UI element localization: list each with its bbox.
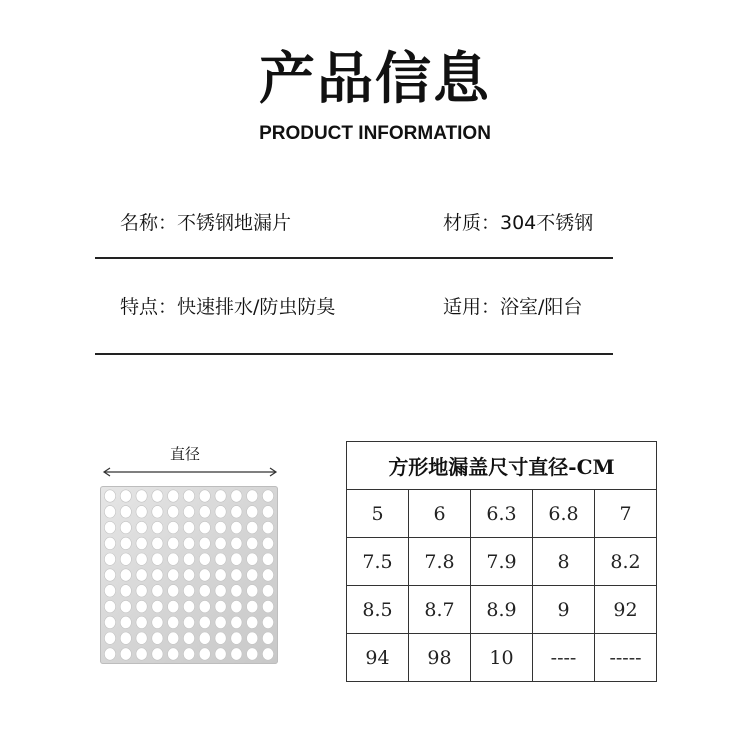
drain-hole bbox=[120, 648, 131, 660]
table-cell: 8.9 bbox=[471, 586, 533, 634]
drain-hole bbox=[262, 537, 273, 549]
table-cell: 8.5 bbox=[347, 586, 409, 634]
drain-hole bbox=[104, 616, 115, 628]
drain-hole bbox=[215, 632, 226, 644]
table-cell: 5 bbox=[347, 490, 409, 538]
drain-hole bbox=[247, 553, 258, 565]
drain-hole bbox=[120, 506, 131, 518]
drain-hole bbox=[136, 585, 147, 597]
drain-hole bbox=[136, 616, 147, 628]
drain-hole bbox=[231, 616, 242, 628]
drain-hole bbox=[168, 569, 179, 581]
drain-holes-pattern bbox=[100, 486, 278, 664]
drain-hole bbox=[215, 648, 226, 660]
drain-hole bbox=[136, 553, 147, 565]
drain-hole bbox=[104, 585, 115, 597]
drain-hole bbox=[183, 585, 194, 597]
table-cell: 8.2 bbox=[595, 538, 657, 586]
drain-hole bbox=[215, 553, 226, 565]
size-table-caption-row bbox=[347, 442, 657, 490]
drain-hole bbox=[247, 537, 258, 549]
size-table-title: 方形地漏盖尺寸直径-CM bbox=[347, 442, 657, 490]
drain-hole bbox=[262, 506, 273, 518]
table-cell: ----- bbox=[595, 634, 657, 682]
drain-hole bbox=[120, 632, 131, 644]
table-cell: 6.3 bbox=[471, 490, 533, 538]
table-cell: 9 bbox=[533, 586, 595, 634]
drain-hole bbox=[120, 569, 131, 581]
drain-hole bbox=[120, 537, 131, 549]
drain-hole bbox=[215, 585, 226, 597]
drain-hole bbox=[168, 521, 179, 533]
drain-hole bbox=[231, 600, 242, 612]
drain-hole bbox=[136, 537, 147, 549]
drain-hole bbox=[199, 600, 210, 612]
drain-hole bbox=[231, 521, 242, 533]
drain-hole bbox=[183, 490, 194, 502]
drain-hole bbox=[231, 648, 242, 660]
drain-hole bbox=[247, 521, 258, 533]
table-cell: 10 bbox=[471, 634, 533, 682]
drain-hole bbox=[215, 521, 226, 533]
drain-hole bbox=[183, 537, 194, 549]
drain-hole bbox=[199, 553, 210, 565]
drain-hole bbox=[136, 569, 147, 581]
drain-hole bbox=[104, 569, 115, 581]
drain-hole bbox=[152, 600, 163, 612]
drain-hole bbox=[168, 553, 179, 565]
drain-hole bbox=[183, 569, 194, 581]
page-title: 产品信息 bbox=[259, 47, 491, 112]
diameter-arrow-icon bbox=[101, 466, 279, 478]
drain-hole bbox=[199, 569, 210, 581]
drain-hole bbox=[262, 490, 273, 502]
drain-hole bbox=[199, 585, 210, 597]
drain-hole bbox=[215, 569, 226, 581]
drain-plate-image bbox=[100, 486, 278, 664]
drain-hole bbox=[262, 648, 273, 660]
features-text: 特点：快速排水/防虫防臭 bbox=[120, 296, 336, 318]
drain-hole bbox=[215, 600, 226, 612]
drain-hole bbox=[183, 616, 194, 628]
table-cell: 8 bbox=[533, 538, 595, 586]
drain-hole bbox=[152, 648, 163, 660]
table-cell: 6.8 bbox=[533, 490, 595, 538]
drain-hole bbox=[152, 490, 163, 502]
table-row bbox=[347, 586, 657, 634]
table-cell: 8.7 bbox=[409, 586, 471, 634]
drain-hole bbox=[247, 600, 258, 612]
drain-hole bbox=[199, 490, 210, 502]
drain-hole bbox=[136, 632, 147, 644]
table-cell: 7.5 bbox=[347, 538, 409, 586]
drain-hole bbox=[168, 506, 179, 518]
drain-hole bbox=[136, 648, 147, 660]
drain-hole bbox=[262, 632, 273, 644]
drain-hole bbox=[247, 506, 258, 518]
drain-hole bbox=[262, 585, 273, 597]
drain-hole bbox=[104, 553, 115, 565]
drain-hole bbox=[183, 600, 194, 612]
drain-hole bbox=[231, 585, 242, 597]
drain-hole bbox=[183, 506, 194, 518]
table-cell: 94 bbox=[347, 634, 409, 682]
drain-hole bbox=[262, 569, 273, 581]
drain-hole bbox=[262, 600, 273, 612]
drain-hole bbox=[136, 600, 147, 612]
drain-hole bbox=[199, 506, 210, 518]
drain-hole bbox=[262, 521, 273, 533]
drain-hole bbox=[247, 648, 258, 660]
material-text: 材质：304不锈钢 bbox=[443, 212, 594, 234]
drain-hole bbox=[231, 506, 242, 518]
info-row-2 bbox=[95, 287, 613, 327]
drain-hole bbox=[168, 490, 179, 502]
drain-hole bbox=[168, 616, 179, 628]
divider-line-1 bbox=[95, 257, 613, 259]
table-cell: ---- bbox=[533, 634, 595, 682]
drain-hole bbox=[262, 553, 273, 565]
drain-hole bbox=[120, 600, 131, 612]
table-cell: 7.8 bbox=[409, 538, 471, 586]
drain-hole bbox=[168, 585, 179, 597]
drain-hole bbox=[120, 585, 131, 597]
drain-hole bbox=[120, 616, 131, 628]
drain-hole bbox=[152, 537, 163, 549]
drain-hole bbox=[262, 616, 273, 628]
drain-hole bbox=[152, 585, 163, 597]
drain-hole bbox=[247, 632, 258, 644]
drain-hole bbox=[136, 490, 147, 502]
drain-hole bbox=[168, 537, 179, 549]
drain-hole bbox=[168, 632, 179, 644]
drain-hole bbox=[183, 553, 194, 565]
table-cell: 98 bbox=[409, 634, 471, 682]
drain-hole bbox=[199, 632, 210, 644]
divider-line-2 bbox=[95, 353, 613, 355]
product-name-text: 名称：不锈钢地漏片 bbox=[120, 212, 292, 234]
drain-hole bbox=[231, 632, 242, 644]
drain-hole bbox=[120, 553, 131, 565]
drain-hole bbox=[199, 616, 210, 628]
drain-hole bbox=[104, 521, 115, 533]
drain-hole bbox=[120, 521, 131, 533]
drain-hole bbox=[152, 569, 163, 581]
drain-hole bbox=[231, 569, 242, 581]
drain-hole bbox=[168, 600, 179, 612]
drain-hole bbox=[183, 521, 194, 533]
drain-hole bbox=[152, 521, 163, 533]
table-cell: 6 bbox=[409, 490, 471, 538]
table-row bbox=[347, 490, 657, 538]
table-row bbox=[347, 634, 657, 682]
drain-hole bbox=[120, 490, 131, 502]
drain-hole bbox=[199, 648, 210, 660]
drain-hole bbox=[104, 506, 115, 518]
table-cell: 7 bbox=[595, 490, 657, 538]
drain-hole bbox=[183, 632, 194, 644]
size-table bbox=[346, 441, 657, 682]
drain-hole bbox=[152, 616, 163, 628]
drain-hole bbox=[183, 648, 194, 660]
drain-hole bbox=[136, 506, 147, 518]
drain-hole bbox=[231, 490, 242, 502]
drain-hole bbox=[104, 648, 115, 660]
drain-hole bbox=[152, 632, 163, 644]
drain-hole bbox=[168, 648, 179, 660]
drain-hole bbox=[104, 632, 115, 644]
drain-hole bbox=[247, 490, 258, 502]
drain-hole bbox=[104, 490, 115, 502]
drain-hole bbox=[104, 537, 115, 549]
table-row bbox=[347, 538, 657, 586]
diameter-label: 直径 bbox=[169, 445, 200, 463]
drain-hole bbox=[152, 506, 163, 518]
drain-hole bbox=[152, 553, 163, 565]
drain-hole bbox=[215, 490, 226, 502]
drain-hole bbox=[215, 616, 226, 628]
page-subtitle: PRODUCT INFORMATION bbox=[259, 123, 491, 144]
drain-hole bbox=[231, 537, 242, 549]
table-cell: 7.9 bbox=[471, 538, 533, 586]
table-cell: 92 bbox=[595, 586, 657, 634]
drain-hole bbox=[136, 521, 147, 533]
drain-hole bbox=[199, 537, 210, 549]
drain-hole bbox=[199, 521, 210, 533]
usage-text: 适用：浴室/阳台 bbox=[443, 296, 583, 318]
drain-hole bbox=[215, 537, 226, 549]
drain-hole bbox=[231, 553, 242, 565]
drain-hole bbox=[247, 585, 258, 597]
drain-hole bbox=[104, 600, 115, 612]
drain-hole bbox=[247, 616, 258, 628]
drain-hole bbox=[215, 506, 226, 518]
info-row-1 bbox=[95, 203, 613, 243]
drain-hole bbox=[247, 569, 258, 581]
